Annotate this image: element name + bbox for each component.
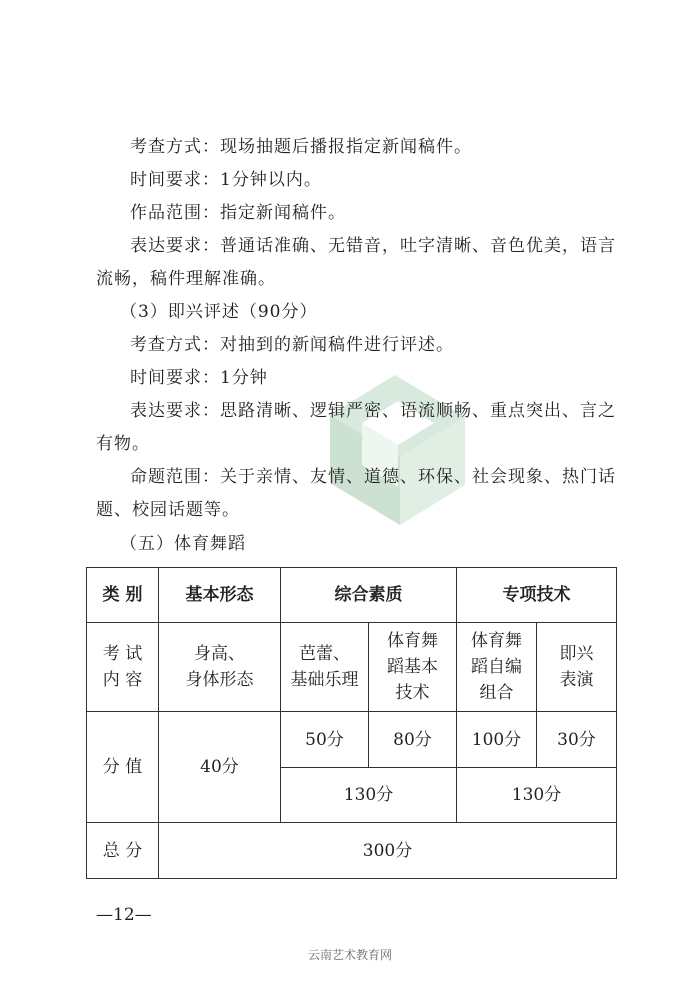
cell-line: 蹈自编 [471,657,522,677]
cell-line: 表演 [559,670,594,690]
paragraph-line: 考查方式：现场抽题后播报指定新闻稿件。 [130,137,472,157]
paragraph-line: 命题范围：关于亲情、友情、道德、环保、社会现象、热门话 [130,467,616,487]
score-table [86,567,617,879]
header-category: 类 别 [87,568,159,623]
cell-basic-score: 40分 [159,712,281,823]
cell-dance-basic-content [369,623,457,712]
cell-total-value: 300分 [159,823,617,879]
row-label-content [87,623,159,712]
paragraph-line: 流畅，稿件理解准确。 [96,269,276,289]
cell-line: 身体形态 [185,670,254,690]
cell-comprehensive-total: 130分 [281,768,457,823]
cell-ballet-score: 50分 [281,712,369,768]
paragraph-time-req-2 [96,362,616,395]
cell-line: 身高、 [194,644,245,664]
paragraph-line: 表达要求：普通话准确、无错音，吐字清晰、音色优美，语言 [130,236,616,256]
cell-line: 即兴 [559,644,594,664]
paragraph-line: 作品范围：指定新闻稿件。 [130,203,346,223]
cell-line: 蹈基本 [387,657,438,677]
cell-line: 组合 [479,683,514,703]
cell-choreo-content [457,623,537,712]
header-basic-form: 基本形态 [159,568,281,623]
footer-source: 云南艺术教育网 [307,948,392,962]
cell-line: 内 容 [102,670,143,690]
paragraph-expression-req-1 [96,230,616,296]
cell-basic-content [159,623,281,712]
cell-improv-content [537,623,617,712]
row-label-total: 总 分 [87,823,159,879]
row-label-score: 分 值 [87,712,159,823]
paragraph-line: 时间要求：1分钟 [130,368,268,388]
paragraph-topic-scope [96,461,616,527]
cell-line: 芭蕾、 [299,644,350,664]
cell-line: 技术 [395,683,430,703]
header-comprehensive: 综合素质 [281,568,457,623]
paragraph-time-req-1 [96,164,616,197]
cell-ballet-content [281,623,369,712]
table-row-total [87,823,617,879]
paragraph-line: 有物。 [96,434,150,454]
table-header-row [87,568,617,623]
cell-improv-score: 30分 [537,712,617,768]
table-row-score [87,712,617,768]
header-special-skill: 专项技术 [457,568,617,623]
paragraph-expression-req-2 [96,395,616,461]
paragraph-section-improv [96,296,616,329]
paragraph-section-dance [96,528,616,561]
paragraph-exam-method-2 [96,329,616,362]
cell-line: 体育舞 [387,631,438,651]
paragraph-line: 时间要求：1分钟以内。 [130,170,322,190]
paragraph-line: 题、校园话题等。 [96,500,240,520]
cell-line: 体育舞 [471,631,522,651]
section-heading: （五）体育舞蹈 [120,534,246,554]
cell-line: 考 试 [102,644,143,664]
cell-choreo-score: 100分 [457,712,537,768]
cell-dance-basic-score: 80分 [369,712,457,768]
cell-line: 基础乐理 [290,670,359,690]
page-number: —12— [96,905,152,925]
table-row-content [87,623,617,712]
paragraph-exam-method-1 [96,131,616,164]
section-heading: （3）即兴评述（90分） [120,302,318,322]
paragraph-scope-1 [96,197,616,230]
paragraph-line: 考查方式：对抽到的新闻稿件进行评述。 [130,335,454,355]
paragraph-line: 表达要求：思路清晰、逻辑严密、语流顺畅、重点突出、言之 [130,401,616,421]
cell-special-total: 130分 [457,768,617,823]
